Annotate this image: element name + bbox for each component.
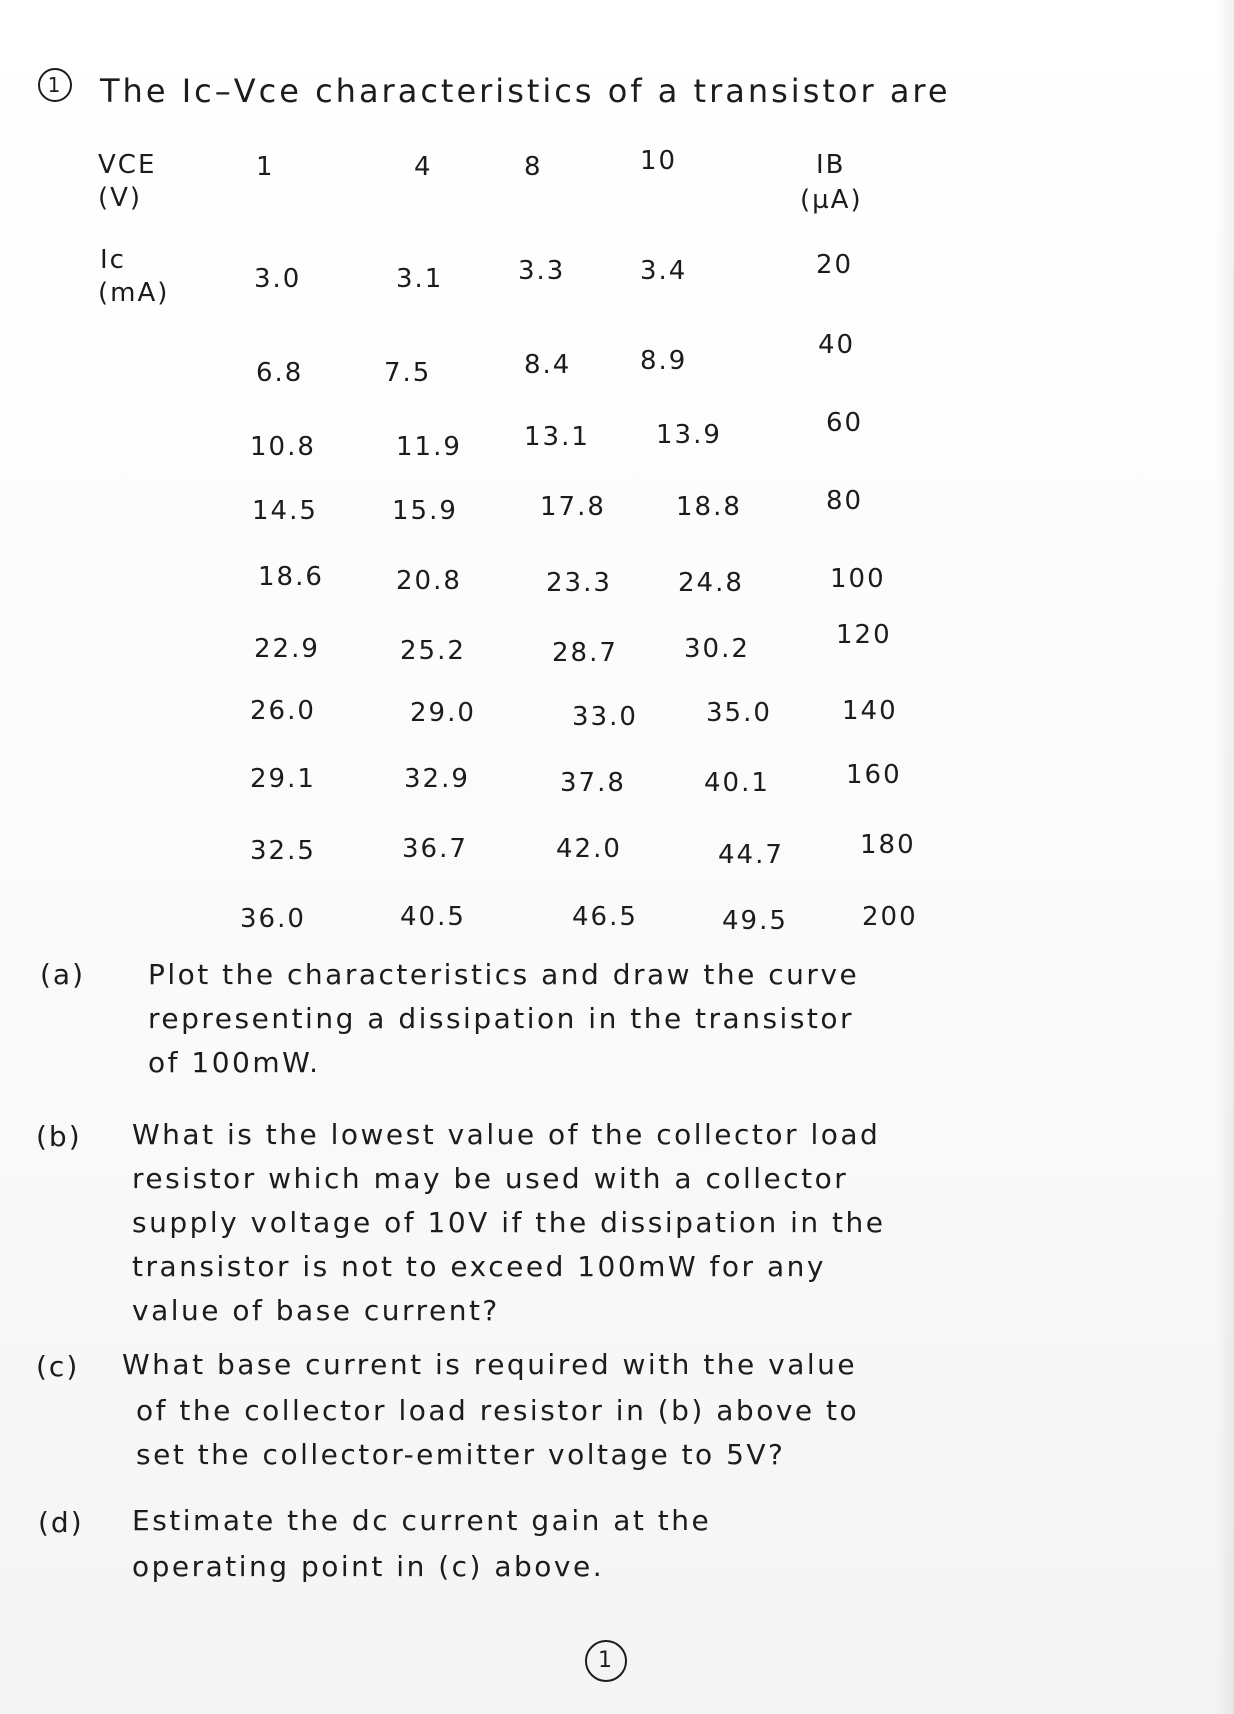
question-a-line: Plot the characteristics and draw the curve: [148, 958, 860, 991]
ic-cell: 6.8: [256, 358, 304, 388]
ib-cell: 200: [862, 902, 918, 932]
ic-cell: 46.5: [572, 902, 638, 932]
ic-cell: 36.0: [240, 904, 306, 934]
ic-cell: 32.9: [404, 764, 470, 794]
ic-cell: 18.6: [258, 562, 324, 592]
ic-cell: 3.0: [254, 264, 302, 294]
question-b-line: transistor is not to exceed 100mW for any: [132, 1250, 826, 1283]
question-b-line: value of base current?: [132, 1294, 500, 1327]
question-a-line: of 100mW.: [148, 1046, 321, 1079]
ic-cell: 14.5: [252, 496, 318, 526]
question-c-label: (c): [36, 1350, 80, 1383]
vce-value: 10: [640, 146, 678, 176]
ib-cell: 20: [816, 250, 854, 280]
question-d-line: operating point in (c) above.: [132, 1550, 605, 1583]
ic-cell: 28.7: [552, 638, 618, 668]
question-a-line: representing a dissipation in the transistor: [148, 1002, 855, 1035]
ib-unit: (µA): [800, 185, 863, 215]
ic-cell: 15.9: [392, 496, 458, 526]
ib-cell: 60: [826, 408, 864, 438]
ic-cell: 13.1: [524, 422, 590, 452]
ic-unit: (mA): [98, 278, 170, 308]
question-a-label: (a): [40, 958, 86, 991]
question-b-label: (b): [36, 1120, 82, 1153]
ic-cell: 20.8: [396, 566, 462, 596]
ib-cell: 120: [836, 620, 892, 650]
ic-cell: 7.5: [384, 358, 432, 388]
ib-cell: 40: [818, 330, 856, 360]
ic-cell: 10.8: [250, 432, 316, 462]
vce-label: VCE: [98, 150, 157, 180]
ic-cell: 3.3: [518, 256, 566, 286]
ic-cell: 29.0: [410, 698, 476, 728]
ib-cell: 160: [846, 760, 902, 790]
ic-cell: 42.0: [556, 834, 622, 864]
question-c-line: set the collector-emitter voltage to 5V?: [136, 1438, 786, 1471]
ic-cell: 3.1: [396, 264, 444, 294]
ic-cell: 8.4: [524, 350, 572, 380]
problem-title: The Ic–Vce characteristics of a transistor are: [100, 72, 951, 110]
ic-cell: 30.2: [684, 634, 750, 664]
question-c-line: of the collector load resistor in (b) above to: [136, 1394, 860, 1427]
ic-cell: 40.1: [704, 768, 770, 798]
ib-cell: 100: [830, 564, 886, 594]
ic-cell: 36.7: [402, 834, 468, 864]
ib-label: IB: [816, 150, 846, 180]
ib-cell: 140: [842, 696, 898, 726]
ic-cell: 26.0: [250, 696, 316, 726]
ib-cell: 180: [860, 830, 916, 860]
ic-cell: 8.9: [640, 346, 688, 376]
ic-cell: 37.8: [560, 768, 626, 798]
question-d-line: Estimate the dc current gain at the: [132, 1504, 712, 1537]
ic-cell: 24.8: [678, 568, 744, 598]
page-number-circle: [585, 1640, 627, 1682]
question-number-circle: [38, 68, 72, 102]
ic-cell: 22.9: [254, 634, 320, 664]
ic-cell: 23.3: [546, 568, 612, 598]
vce-value: 1: [256, 152, 275, 182]
ic-cell: 18.8: [676, 492, 742, 522]
ic-label: Ic: [100, 245, 126, 275]
question-b-line: resistor which may be used with a collector: [132, 1162, 849, 1195]
page-number: 1: [598, 1648, 614, 1673]
question-b-line: What is the lowest value of the collector load: [132, 1118, 881, 1151]
question-d-label: (d): [38, 1506, 84, 1539]
ic-cell: 13.9: [656, 420, 722, 450]
question-b-line: supply voltage of 10V if the dissipation in the: [132, 1206, 886, 1239]
ic-cell: 29.1: [250, 764, 316, 794]
ic-cell: 35.0: [706, 698, 772, 728]
ic-cell: 3.4: [640, 256, 688, 286]
ib-cell: 80: [826, 486, 864, 516]
vce-unit: (V): [98, 183, 143, 213]
ic-cell: 17.8: [540, 492, 606, 522]
vce-value: 8: [524, 152, 543, 182]
vce-value: 4: [414, 152, 433, 182]
ic-cell: 44.7: [718, 840, 784, 870]
ic-cell: 40.5: [400, 902, 466, 932]
question-c-line: What base current is required with the value: [122, 1348, 858, 1381]
ic-cell: 25.2: [400, 636, 466, 666]
question-number: 1: [47, 73, 63, 97]
ic-cell: 32.5: [250, 836, 316, 866]
ic-cell: 33.0: [572, 702, 638, 732]
ic-cell: 49.5: [722, 906, 788, 936]
ic-cell: 11.9: [396, 432, 462, 462]
